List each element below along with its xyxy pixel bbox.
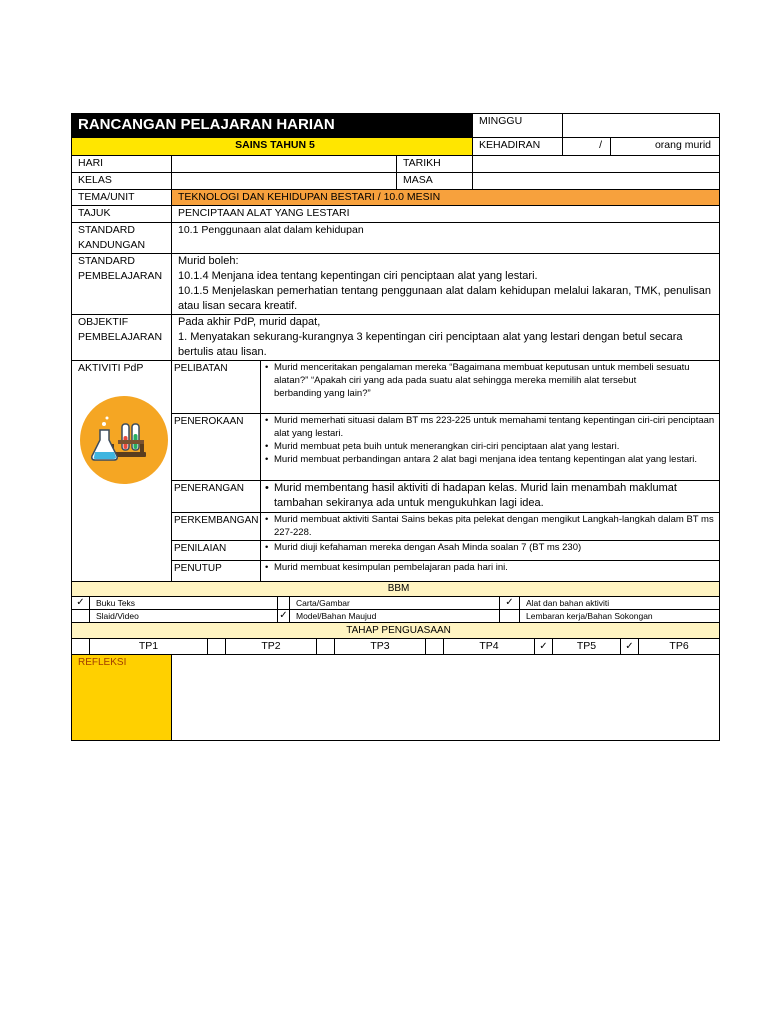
pelibatan-label: PELIBATAN xyxy=(172,361,261,414)
bbm-label-buku-teks: Buku Teks xyxy=(90,597,278,610)
tp1-label: TP1 xyxy=(90,639,208,655)
tahap-table xyxy=(71,622,720,655)
tema-value: TEKNOLOGI DAN KEHIDUPAN BESTARI / 10.0 MESIN xyxy=(172,190,720,206)
hari-field[interactable] xyxy=(172,156,397,173)
tp5-checkbox[interactable]: ✓ xyxy=(535,639,553,655)
bbm-label-model: Model/Bahan Maujud xyxy=(290,610,500,623)
tp3-checkbox[interactable] xyxy=(317,639,335,655)
tarikh-field[interactable] xyxy=(473,156,720,173)
penerokaan-label: PENEROKAAN xyxy=(172,414,261,481)
penutup-label: PENUTUP xyxy=(172,561,261,582)
penerokaan-body xyxy=(261,414,720,481)
tema-label: TEMA/UNIT xyxy=(72,190,172,206)
aktiviti-label: AKTIVITI PdP xyxy=(78,362,144,374)
sk-label-line-2: KANDUNGAN xyxy=(78,239,146,251)
aktiviti-label-cell xyxy=(72,361,172,582)
tp6-label: TP6 xyxy=(639,639,720,655)
bbm-checkbox-carta[interactable] xyxy=(278,597,290,610)
pelibatan-item: • Murid menceritakan pengalaman mereka “Bagaimana membuat keputusan untuk membeli sesuatu alatan?” “Apakah ciri yang ada pada suatu alat sehingga mereka memilih alat tersebut xyxy=(265,361,719,387)
tp4-label: TP4 xyxy=(444,639,535,655)
tp2-label: TP2 xyxy=(226,639,317,655)
bbm-label-slaid: Slaid/Video xyxy=(90,610,278,623)
bbm-checkbox-slaid[interactable] xyxy=(72,610,90,623)
kehadiran-suffix: orang murid xyxy=(611,138,720,156)
penerokaan-item-2: • Murid membuat peta buih untuk menerangkan ciri-ciri penciptaan alat yang lestari. xyxy=(265,440,719,453)
lesson-plan-sheet xyxy=(71,113,719,741)
standard-kandungan-value: 10.1 Penggunaan alat dalam kehidupan xyxy=(172,223,720,254)
obj-line-1: Pada akhir PdP, murid dapat, xyxy=(178,316,321,328)
masa-label: MASA xyxy=(397,173,473,190)
page-title: RANCANGAN PELAJARAN HARIAN xyxy=(72,114,473,138)
penilaian-label: PENILAIAN xyxy=(172,541,261,561)
bbm-checkbox-buku-teks[interactable]: ✓ xyxy=(72,597,90,610)
tajuk-label: TAJUK xyxy=(72,206,172,223)
refleksi-field[interactable] xyxy=(172,655,720,741)
perkembangan-body xyxy=(261,513,720,541)
tp2-checkbox[interactable] xyxy=(208,639,226,655)
sp-label-line-2: PEMBELAJARAN xyxy=(78,270,163,282)
sp-line-3: 10.1.5 Menjelaskan pemerhatian tentang penggunaan alat dalam kehidupan melalui lakaran, TMK, penulisan atau lisan secara kreatif. xyxy=(178,285,711,312)
perkembangan-item: • Murid membuat aktiviti Santai Sains bekas pita pelekat dengan mengikut Langkah-langkah dalam BT ms 227-228. xyxy=(265,513,719,539)
bbm-table xyxy=(71,581,720,623)
objektif-value xyxy=(172,315,720,361)
standard-kandungan-label xyxy=(72,223,172,254)
penerokaan-item-3: • Murid membuat perbandingan antara 2 alat bagi menjana idea tentang kepentingan alat yang lestari. xyxy=(265,453,719,466)
penerangan-item: • Murid membentang hasil aktiviti di hadapan kelas. Murid lain menambah maklumat tambahan sekiranya ada untuk mengukuhkan lagi idea. xyxy=(265,481,719,511)
standard-pembelajaran-label xyxy=(72,254,172,315)
tp4-checkbox[interactable] xyxy=(426,639,444,655)
refleksi-table xyxy=(71,654,720,741)
bbm-label-alat: Alat dan bahan aktiviti xyxy=(520,597,720,610)
pelibatan-item-cont: berbanding yang lain?” xyxy=(274,388,371,399)
kelas-field[interactable] xyxy=(172,173,397,190)
sp-line-1: Murid boleh: xyxy=(178,255,239,267)
bbm-label-carta: Carta/Gambar xyxy=(290,597,500,610)
penilaian-body xyxy=(261,541,720,561)
kehadiran-label: KEHADIRAN xyxy=(473,138,563,156)
sk-label-line-1: STANDARD xyxy=(78,224,135,236)
tp3-label: TP3 xyxy=(335,639,426,655)
kelas-label: KELAS xyxy=(72,173,172,190)
minggu-label: MINGGU xyxy=(473,114,563,138)
tp5-label: TP5 xyxy=(553,639,621,655)
chemistry-flask-icon xyxy=(80,396,171,489)
standard-pembelajaran-value xyxy=(172,254,720,315)
penerokaan-item-1: • Murid memerhati situasi dalam BT ms 223-225 untuk memahami tentang kepentingan ciri-ciri penciptaan alat yang lestari. xyxy=(265,414,719,440)
minggu-field[interactable] xyxy=(563,114,720,138)
perkembangan-label: PERKEMBANGAN xyxy=(172,513,261,541)
bbm-label-lembaran: Lembaran kerja/Bahan Sokongan xyxy=(520,610,720,623)
masa-field[interactable] xyxy=(473,173,720,190)
sp-line-2: 10.1.4 Menjana idea tentang kepentingan ciri penciptaan alat yang lestari. xyxy=(178,270,538,282)
sp-label-line-1: STANDARD xyxy=(78,255,135,267)
obj-label-line-2: PEMBELAJARAN xyxy=(78,331,163,343)
info-table xyxy=(71,113,720,361)
penerangan-label: PENERANGAN xyxy=(172,481,261,513)
tp1-checkbox[interactable] xyxy=(72,639,90,655)
objektif-label xyxy=(72,315,172,361)
bbm-title: BBM xyxy=(72,582,720,597)
tp6-checkbox[interactable]: ✓ xyxy=(621,639,639,655)
kehadiran-slash[interactable]: / xyxy=(563,138,611,156)
bbm-checkbox-alat[interactable]: ✓ xyxy=(500,597,520,610)
penilaian-item: • Murid diuji kefahaman mereka dengan Asah Minda soalan 7 (BT ms 230) xyxy=(265,541,719,554)
page-subtitle: SAINS TAHUN 5 xyxy=(72,138,473,156)
obj-line-2: 1. Menyatakan sekurang-kurangnya 3 kepentingan ciri penciptaan alat yang lestari dengan betul secara bertulis atau lisan. xyxy=(178,331,683,358)
hari-label: HARI xyxy=(72,156,172,173)
penutup-item: • Murid membuat kesimpulan pembelajaran pada hari ini. xyxy=(265,561,719,574)
tajuk-value: PENCIPTAAN ALAT YANG LESTARI xyxy=(172,206,720,223)
tahap-title: TAHAP PENGUASAAN xyxy=(72,623,720,639)
bbm-checkbox-model[interactable]: ✓ xyxy=(279,610,288,621)
obj-label-line-1: OBJEKTIF xyxy=(78,316,129,328)
penutup-body xyxy=(261,561,720,582)
activities-table xyxy=(71,360,720,582)
penerangan-body xyxy=(261,481,720,513)
pelibatan-body xyxy=(261,361,720,414)
tarikh-label: TARIKH xyxy=(397,156,473,173)
bbm-checkbox-lembaran[interactable] xyxy=(500,610,520,623)
refleksi-label: REFLEKSI xyxy=(72,655,172,741)
